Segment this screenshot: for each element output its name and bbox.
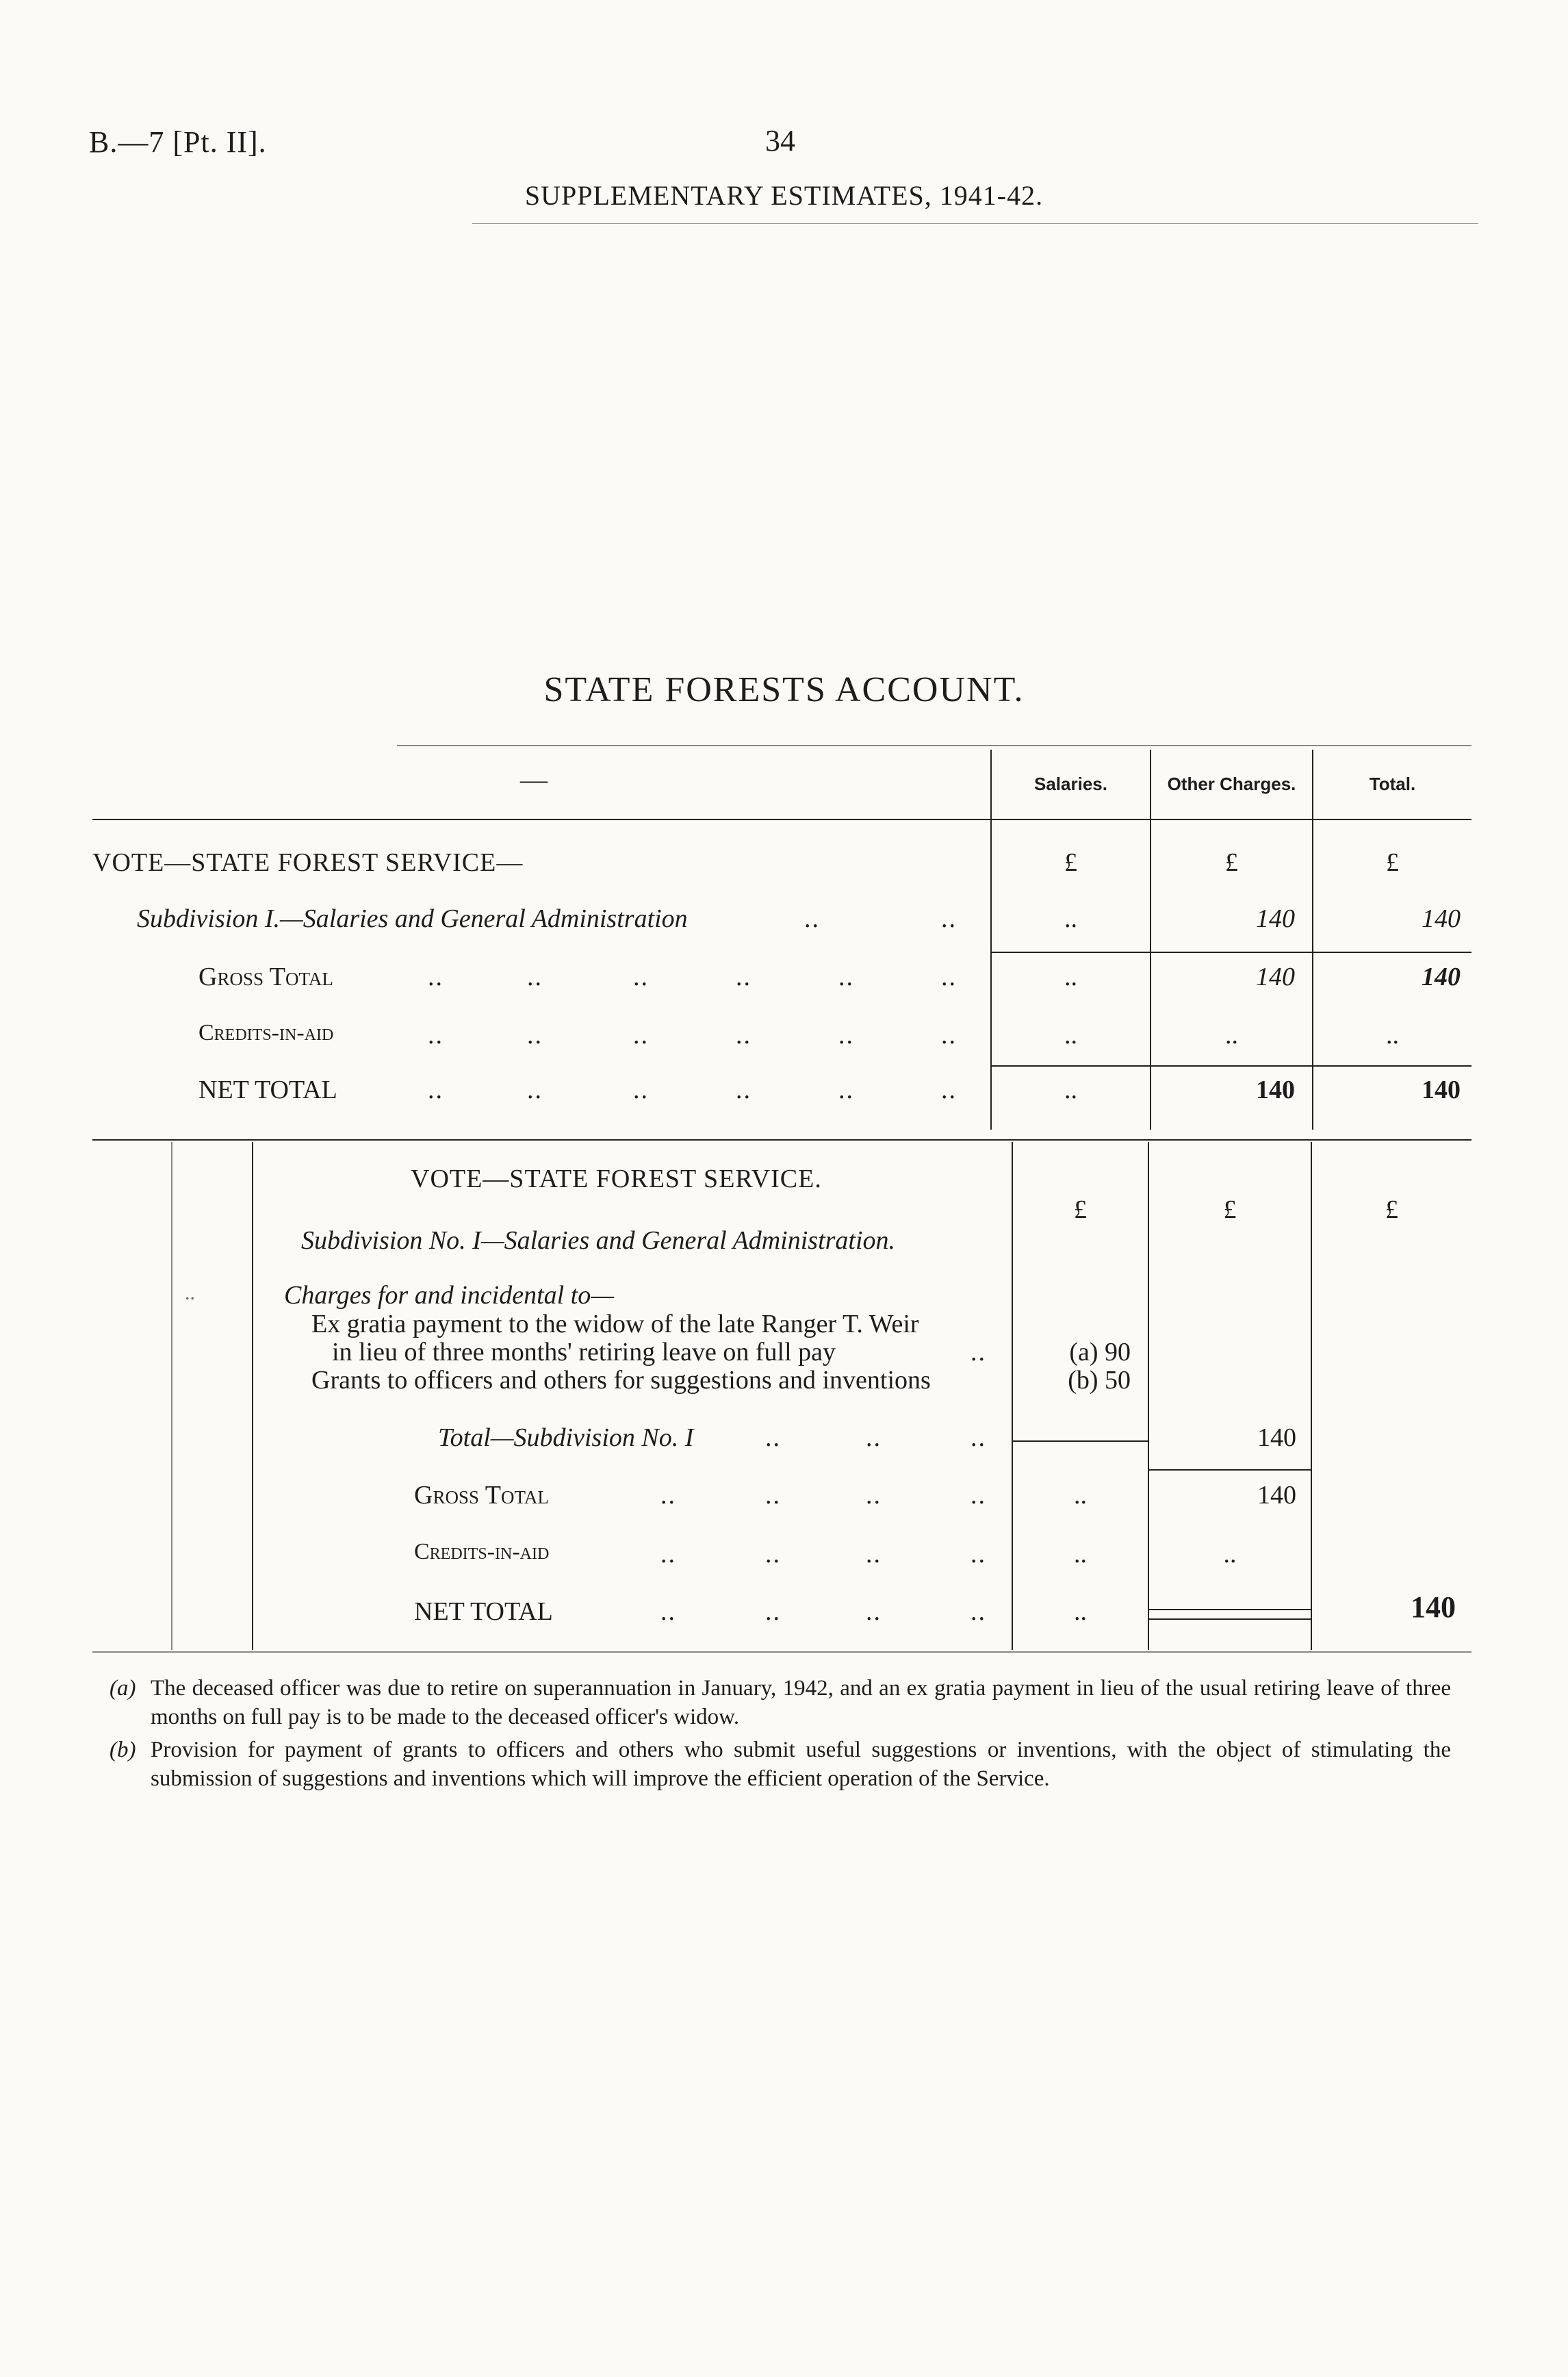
dot-leader: ..	[941, 963, 957, 991]
vote-heading: VOTE—STATE FOREST SERVICE—	[92, 848, 524, 877]
footnote-label: (b)	[110, 1738, 136, 1762]
dot-leader: ..	[866, 1423, 882, 1452]
dot-leader: ..	[660, 1597, 676, 1626]
header-bottom-rule	[92, 819, 1471, 820]
dot-leader: ..	[971, 1597, 986, 1626]
row-rule	[1148, 1618, 1311, 1620]
dot-leader: ..	[428, 1076, 444, 1104]
currency-symbol: £	[1386, 848, 1399, 877]
dot-leader: ..	[736, 1076, 751, 1104]
other-charges-value: ..	[1225, 1021, 1238, 1050]
currency-symbol: £	[1064, 848, 1077, 877]
column-header-other-charges: Other Charges.	[1167, 774, 1296, 794]
footnote-text: Provision for payment of grants to officers and others who submit useful suggestions or inventions, with the object of stimulating the submission of suggestions and inventions which will improve the efficient operation of the Service.	[151, 1738, 1451, 1791]
dot-leader: ..	[527, 1021, 543, 1050]
dot-leader: ..	[660, 1540, 676, 1568]
section-title: STATE FORESTS ACCOUNT.	[543, 670, 1025, 709]
total-value: 140	[1422, 963, 1461, 991]
subtotal-value: 140	[1257, 1423, 1296, 1452]
dot-leader: ..	[866, 1540, 882, 1568]
dot-leader: ..	[971, 1540, 986, 1568]
dot-leader: ..	[765, 1481, 781, 1510]
dot-leader: ..	[941, 904, 957, 933]
net-total-value: 140	[1411, 1590, 1456, 1624]
row-rule	[990, 1065, 1471, 1067]
other-charges-value: 140	[1256, 1076, 1295, 1104]
dot-leader: ..	[866, 1481, 882, 1510]
item-line: Grants to officers and others for suggestions and inventions	[311, 1366, 931, 1395]
dot-leader: ..	[866, 1597, 882, 1626]
dot-leader: ..	[633, 1021, 649, 1050]
column-header-total: Total.	[1369, 774, 1416, 794]
document-reference: B.—7 [Pt. II].	[89, 125, 267, 159]
subtotal-label: Total—Subdivision No. I	[438, 1423, 694, 1452]
salaries-value: ..	[1064, 904, 1077, 933]
dot-leader: ..	[736, 963, 751, 991]
dot-leader: ..	[660, 1481, 676, 1510]
subdivision-heading: Subdivision No. I—Salaries and General Administration.	[301, 1226, 896, 1255]
dot-leader: ..	[838, 963, 854, 991]
header-rule	[472, 223, 1478, 224]
credits-in-aid-label: Credits-in-aid	[414, 1539, 550, 1564]
currency-symbol: £	[1385, 1195, 1398, 1224]
dot-leader: ..	[838, 1076, 854, 1104]
dot-leader: ..	[765, 1423, 781, 1452]
dot-leader: ..	[971, 1338, 986, 1367]
footnote	[110, 1736, 1451, 1793]
page-number: 34	[765, 124, 795, 157]
total-value: ..	[1386, 1021, 1399, 1050]
dot-leader: ..	[633, 963, 649, 991]
table-top-rule	[397, 745, 1471, 746]
column-header-salaries: Salaries.	[1034, 774, 1107, 794]
footnote	[110, 1674, 1451, 1731]
margin-rule	[171, 1142, 172, 1650]
dot-leader: ..	[428, 1021, 444, 1050]
net-total-label: NET TOTAL	[414, 1597, 553, 1626]
salaries-value: ..	[1074, 1597, 1087, 1626]
dot-leader: ..	[971, 1423, 986, 1452]
subtotal-rule	[1012, 1440, 1148, 1442]
dot-leader: ..	[736, 1021, 751, 1050]
row-rule	[1148, 1609, 1311, 1610]
item-line: Ex gratia payment to the widow of the late Ranger T. Weir	[311, 1310, 919, 1338]
other-charges-value: 140	[1256, 963, 1295, 991]
row-rule	[1148, 1469, 1311, 1471]
gross-total-label: Gross Total	[198, 963, 333, 991]
dot-leader: ..	[765, 1597, 781, 1626]
margin-dots: ..	[185, 1282, 195, 1304]
credits-in-aid-label: Credits-in-aid	[198, 1020, 334, 1045]
dot-leader: ..	[527, 1076, 543, 1104]
vote-heading: VOTE—STATE FOREST SERVICE.	[411, 1165, 822, 1193]
salaries-value: ..	[1064, 1076, 1077, 1104]
row-rule	[990, 952, 1471, 953]
dot-leader: ..	[527, 963, 543, 991]
total-value: 140	[1422, 904, 1461, 933]
salaries-value: ..	[1064, 963, 1077, 991]
col-divider	[1312, 750, 1313, 1130]
subdivision-label: Subdivision I.—Salaries and General Administration	[137, 904, 688, 933]
other-charges-value: ..	[1223, 1540, 1237, 1568]
salaries-value: ..	[1074, 1540, 1087, 1568]
dot-leader: ..	[633, 1076, 649, 1104]
dot-leader: ..	[941, 1021, 957, 1050]
currency-symbol: £	[1225, 848, 1238, 877]
total-value: 140	[1422, 1076, 1461, 1104]
currency-symbol: £	[1074, 1195, 1087, 1224]
margin-rule	[252, 1142, 253, 1650]
gross-total-label: Gross Total	[414, 1481, 549, 1510]
col-divider	[990, 750, 992, 1130]
dot-leader: ..	[428, 963, 444, 991]
dot-leader: ..	[804, 904, 820, 933]
col-divider	[1150, 750, 1151, 1130]
net-total-label: NET TOTAL	[198, 1076, 337, 1104]
salaries-value: ..	[1064, 1021, 1077, 1050]
currency-symbol: £	[1223, 1195, 1237, 1224]
gross-total-value: 140	[1257, 1481, 1296, 1510]
charges-heading: Charges for and incidental to—	[284, 1281, 615, 1310]
item-line: in lieu of three months' retiring leave on full pay	[332, 1338, 836, 1367]
salaries-value: ..	[1074, 1481, 1087, 1510]
dot-leader: ..	[941, 1076, 957, 1104]
item-amount: (a) 90	[1069, 1338, 1131, 1367]
item-amount: (b) 50	[1068, 1366, 1131, 1395]
dot-leader: ..	[971, 1481, 986, 1510]
footnote-label: (a)	[110, 1676, 136, 1701]
table-bottom-rule	[92, 1651, 1471, 1653]
table-top-rule	[92, 1139, 1471, 1141]
dot-leader: ..	[838, 1021, 854, 1050]
other-charges-value: 140	[1256, 904, 1295, 933]
column-header-item: —	[520, 764, 548, 795]
dot-leader: ..	[765, 1540, 781, 1568]
footnote-text: The deceased officer was due to retire on superannuation in January, 1942, and an ex gratia payment in lieu of the usual retiring leave of three months on full pay is to be made to the deceased officer's widow.	[151, 1676, 1451, 1729]
document-title: SUPPLEMENTARY ESTIMATES, 1941-42.	[524, 180, 1044, 211]
